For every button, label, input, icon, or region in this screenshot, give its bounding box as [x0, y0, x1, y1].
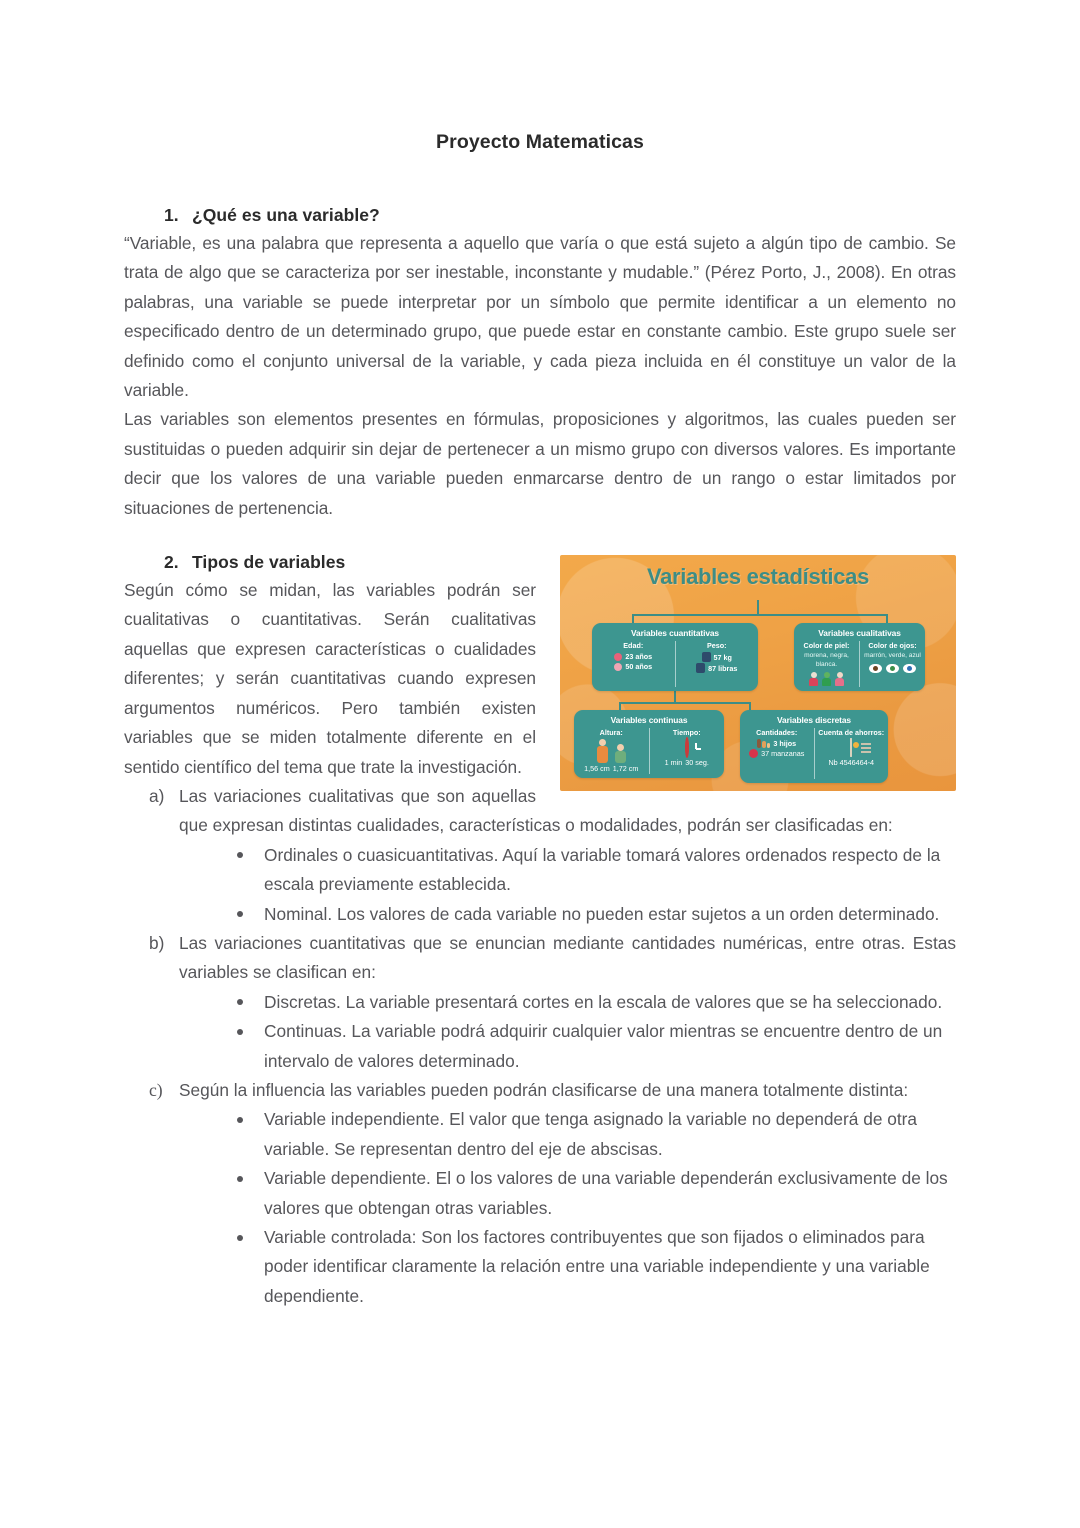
sublist-a: [179, 841, 956, 929]
value-peso-2: 87 libras: [708, 663, 738, 673]
person-icon-tall: [597, 739, 608, 763]
col-head-color-piel: Color de piel:: [803, 641, 850, 651]
variables-infographic: [560, 555, 956, 791]
value-row-altura: [577, 764, 646, 773]
infographic-box-discretas: [740, 710, 888, 783]
box-col-color-piel: [794, 641, 859, 687]
eye-icon-marron: [869, 664, 882, 673]
box-col-cuenta: [814, 728, 889, 779]
sublist-text-c-3: Variable controlada: Son los factores contribuyentes que son fijados o eliminados para poder identificar claramente la relación entre una variable independiente y una variable dependiente.: [264, 1227, 930, 1306]
col-head-tiempo: Tiempo:: [672, 728, 701, 738]
scale-icon-kg: [702, 652, 711, 662]
connector-horizontal-bottom: [619, 702, 751, 704]
list-marker-c: c): [149, 1079, 163, 1100]
box-col-tiempo: [649, 728, 725, 774]
sublist-text-a-2: Nominal. Los valores de cada variable no pueden estar sujetos a un orden determinado.: [264, 903, 940, 924]
eye-icon-azul: [903, 664, 916, 673]
value-row-manzanas: [743, 749, 811, 758]
value-row-edad-1: [595, 652, 672, 661]
list-marker-a: a): [149, 785, 165, 806]
value-row-peso-1: [679, 652, 756, 662]
infographic-box-cuantitativas: [592, 623, 758, 691]
document-body: [124, 154, 956, 1311]
scale-icon-lb: [696, 663, 705, 673]
classification-list: [124, 782, 956, 1311]
sublist-item-c-3: [179, 1223, 956, 1311]
value-peso-1: 57 kg: [713, 652, 732, 662]
box-title-cualitativas: Variables cualitativas: [818, 628, 901, 639]
box-title-cuantitativas: Variables cuantitativas: [630, 628, 719, 639]
value-tiempo-1: 1 min: [664, 758, 683, 768]
list-marker-b: b): [149, 932, 165, 953]
value-edad-2: 50 años: [625, 662, 653, 672]
value-altura-1: 1,56 cm: [584, 764, 610, 774]
section-heading-1: [124, 205, 956, 226]
value-altura-2: 1,72 cm: [612, 764, 639, 774]
sublist-b: [179, 988, 956, 1076]
list-item-c: [124, 1076, 956, 1311]
value-tiempo-2: 30 seg.: [685, 758, 709, 768]
box-title-continuas: Variables continuas: [610, 715, 688, 726]
face-icon-young: [614, 653, 622, 661]
value-edad-1: 23 años: [625, 652, 653, 662]
col-head-color-ojos: Color de ojos:: [868, 641, 917, 651]
value-row-hijos: [743, 739, 811, 748]
apple-icon: [749, 749, 758, 758]
family-icon: [757, 739, 770, 748]
section-2-wrapper: [124, 552, 956, 1311]
bullet-icon: [237, 1176, 243, 1182]
eye-color-icons: [863, 664, 922, 673]
sublist-item-b-1: [179, 988, 956, 1017]
list-item-b: [124, 929, 956, 1076]
value-manzanas: 37 manzanas: [761, 749, 805, 759]
bullet-icon: [237, 911, 243, 917]
bullet-icon: [237, 1117, 243, 1123]
sublist-text-c-2: Variable dependiente. El o los valores de una variable dependerán exclusivamente de los valores que obtengan otras variables.: [264, 1168, 948, 1218]
bullet-icon: [237, 1029, 243, 1035]
section-2-intro: Según cómo se midan, las variables podrán ser cualitativas o cuantitativas. Serán cualitativas aquellas que expresen características o cualidades diferentes; y serán cuantitativas cuando expresen argumentos numéricos. Pero también existen variables que se miden totalmente diferente en el sentido científico del tema que trate la investigación.: [124, 580, 536, 777]
sublist-text-b-1: Discretas. La variable presentará cortes en la escala de valores que se ha seleccionado.: [264, 991, 943, 1012]
col-head-peso: Peso:: [706, 641, 727, 651]
sublist-item-c-2: [179, 1164, 956, 1223]
sublist-c: [179, 1105, 956, 1311]
sublist-item-b-2: [179, 1017, 956, 1076]
person-icon-short: [615, 744, 626, 763]
savings-card-icon: [850, 738, 852, 757]
box-col-peso: [675, 641, 759, 687]
face-icon-old: [614, 663, 622, 671]
skin-color-icons: [797, 672, 856, 686]
infographic-box-continuas: [574, 710, 724, 778]
box-title-discretas: Variables discretas: [777, 715, 851, 726]
box-col-edad: [592, 641, 675, 687]
clock-icon: [685, 737, 689, 758]
eye-icon-verde: [886, 664, 899, 673]
sublist-text-c-1: Variable independiente. El valor que tenga asignado la variable no dependerá de otra variable. Se representan dentro del eje de abscisas.: [264, 1109, 918, 1159]
person-icon-blanca: [835, 672, 844, 686]
value-row-cuenta: [818, 758, 886, 767]
col-head-cantidades: Cantidades:: [756, 728, 798, 738]
sublist-text-a-1: Ordinales o cuasicuantitativas. Aquí la variable tomará valores ordenados respecto de la escala previamente establecida.: [264, 844, 941, 895]
list-text-b: Las variaciones cuantitativas que se enuncian mediante cantidades numéricas, entre otras. Estas variables se clasifican en:: [179, 932, 956, 983]
connector-horizontal-top: [632, 614, 888, 616]
list-text-c: Según la influencia las variables pueden podrán clasificarse de una manera totalmente distinta:: [179, 1079, 909, 1100]
section-title-1: ¿Qué es una variable?: [192, 205, 380, 225]
box-col-altura: [574, 728, 649, 774]
col-head-edad: Edad:: [623, 641, 644, 651]
box-col-color-ojos: [859, 641, 925, 687]
section-number-1: 1.: [164, 205, 179, 225]
bullet-icon: [237, 1235, 243, 1241]
value-cuenta: Nb 4546464-4: [828, 758, 875, 768]
person-icon-morena: [809, 672, 818, 686]
list-text-a: Las variaciones cualitativas que son aquellas que expresan distintas cualidades, características o modalidades, podrán ser clasificadas en:: [179, 785, 893, 836]
height-figures: [577, 739, 646, 763]
bullet-icon: [237, 999, 243, 1005]
sublist-item-a-2: [179, 900, 956, 929]
person-icon-negra: [822, 672, 831, 686]
bullet-icon: [237, 852, 243, 858]
value-row-peso-2: [679, 663, 756, 673]
infographic-title: Variables estadísticas: [646, 564, 870, 590]
col-head-cuenta: Cuenta de ahorros:: [818, 728, 885, 738]
col-values-color-piel: morena, negra, blanca.: [804, 652, 849, 668]
page-title: Proyecto Matematicas: [436, 131, 644, 153]
section-number-2: 2.: [164, 552, 179, 573]
section-1-paragraph-1: “Variable, es una palabra que representa a aquello que varía o que está sujeto a algún tipo de cambio. Se trata de algo que se caracteriza por ser inestable, inconstante y mudable.” (Pérez Porto, J., 2008). En otras palabras, una variable se puede interpretar por un símbolo que permite identificar a un elemento no especificado dentro de un determinado grupo, que puede estar en constante cambio. Este grupo suele ser definido como el conjunto universal de la variable, y cada pieza incluida en él constituye un valor de la variable.: [124, 233, 956, 401]
value-hijos: 3 hijos: [773, 739, 797, 749]
sublist-item-a-1: [179, 841, 956, 900]
value-row-tiempo: [653, 758, 722, 767]
sublist-item-c-1: [179, 1105, 956, 1164]
sublist-text-b-2: Continuas. La variable podrá adquirir cualquier valor mientras se encuentre dentro de un intervalo de valores determinado.: [264, 1021, 943, 1071]
col-values-color-ojos: marrón, verde, azul: [864, 652, 921, 660]
box-col-cantidades: [740, 728, 814, 779]
section-1-paragraph-2: Las variables son elementos presentes en fórmulas, proposiciones y algoritmos, las cuales pueden ser sustituidas o pueden adquirir sin dejar de pertenecer a un mismo grupo con diversos valores. Es importante decir que los valores de una variable pueden enmarcarse dentro de un rango o estar limitados por situaciones de pertenencia.: [124, 409, 956, 518]
col-head-altura: Altura:: [599, 728, 623, 738]
infographic-box-cualitativas: [794, 623, 925, 691]
section-title-2: Tipos de variables: [192, 552, 346, 573]
value-row-edad-2: [595, 662, 672, 671]
list-item-a: [124, 782, 956, 929]
